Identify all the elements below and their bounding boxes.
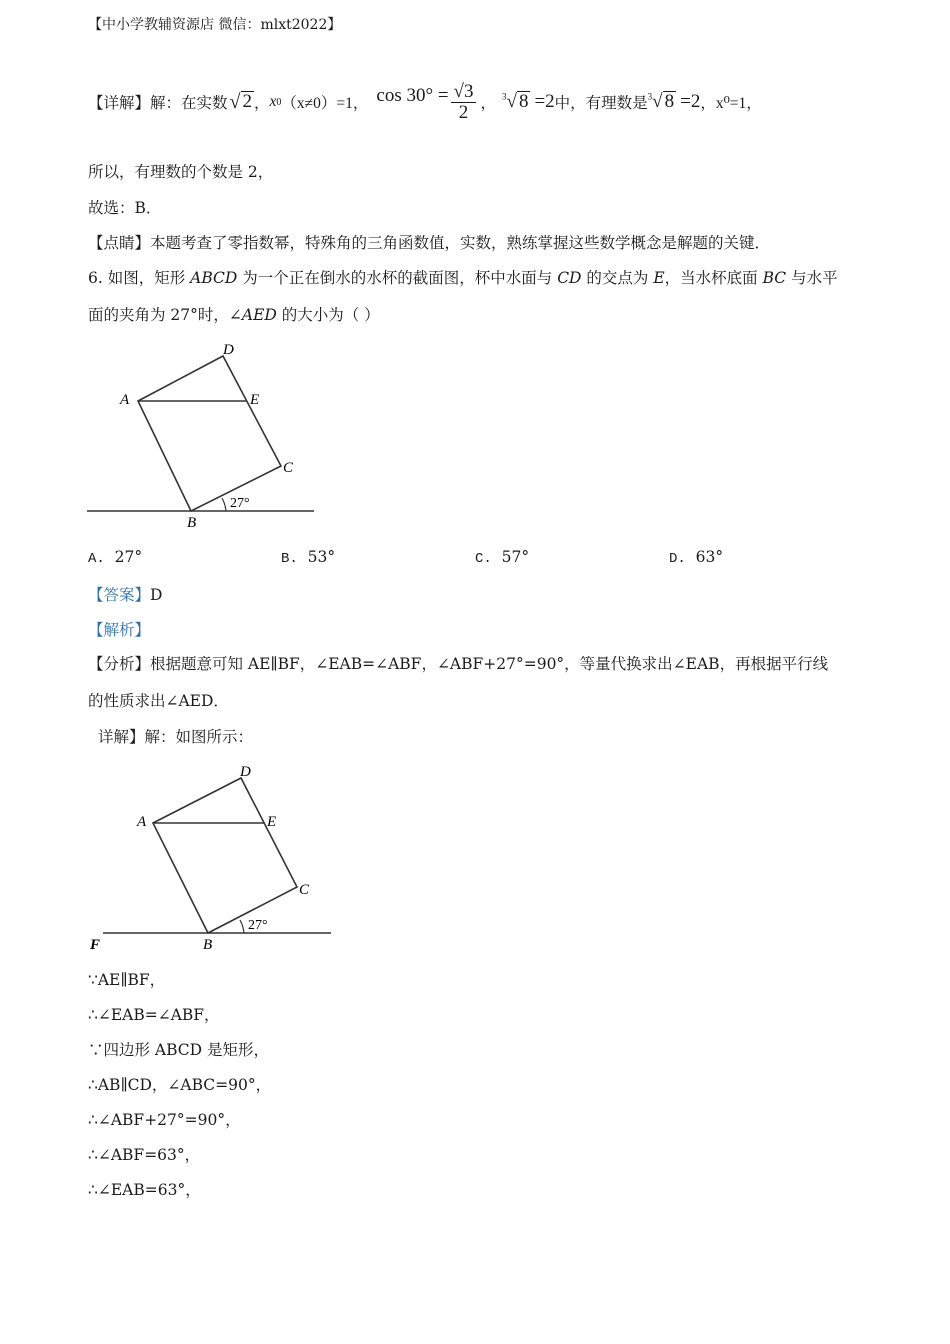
cbrt-2-eq: =2: [680, 91, 701, 112]
page-header: 【中小学教辅资源店 微信：mlxt2022】: [88, 17, 342, 33]
cbrt-1-value: 8: [518, 91, 529, 112]
x0-base: x: [269, 93, 277, 110]
q-e: E: [653, 269, 665, 287]
prev-detail-line: [88, 82, 762, 122]
fig1-angle-label: 27°: [230, 496, 250, 511]
question-line-2: [88, 303, 380, 325]
q-text-a: 6. 如图，矩形: [88, 269, 191, 287]
step-line: ∴∠EAB=63°，: [88, 1181, 201, 1199]
fig2-label-c: C: [299, 882, 310, 898]
step-line: ∴∠ABF=63°，: [88, 1146, 201, 1164]
fig1-angle-arc: [222, 498, 226, 511]
tail-text: ，x⁰=1，: [700, 95, 762, 112]
option-c-value: 57°: [501, 548, 530, 566]
q-text-d: ，当水杯底面: [664, 269, 763, 287]
fig2-rectangle: [153, 778, 297, 933]
q2-aed: AED: [241, 306, 277, 324]
cos-numerator: √3: [451, 82, 477, 103]
question-line-1: [88, 266, 838, 288]
figure-1-diagram: [80, 335, 330, 535]
option-b-value: 53°: [307, 548, 336, 566]
sqrt2-value: 2: [242, 91, 252, 113]
fig1-label-a: A: [120, 392, 130, 408]
step-line: ∵四边形 ABCD 是矩形，: [88, 1041, 270, 1059]
x0-cond: （x≠0）=1，: [281, 95, 369, 112]
figure-2-diagram: [85, 755, 340, 955]
step-line: ∴∠EAB=∠ABF，: [88, 1006, 220, 1024]
step-line: ∴AB∥CD，∠ABC=90°，: [88, 1076, 272, 1094]
option-a-label: A.: [88, 551, 105, 567]
option-d[interactable]: [669, 548, 723, 567]
analysis-tag: 【解析】: [88, 621, 151, 639]
option-b[interactable]: [281, 548, 335, 567]
middle-text: 中，有理数是: [554, 95, 648, 112]
cbrt-2: $^3$√ 8 =2: [647, 91, 701, 112]
q-text-b: 为一个正在倒水的水杯的截面图，杯中水面与: [237, 269, 558, 287]
step-line: ∴∠ABF+27°=90°，: [88, 1111, 241, 1129]
cbrt-2-index: 3: [647, 91, 653, 102]
option-d-value: 63°: [695, 548, 724, 566]
fig2-label-a: A: [137, 814, 147, 830]
fig1-label-c: C: [283, 460, 294, 476]
comma-2: ，: [480, 95, 496, 112]
fig2-label-d: D: [240, 764, 251, 780]
q-bc: BC: [762, 269, 787, 287]
prev-line-4: 【点睛】本题考查了零指数幂，特殊角的三角函数值，实数，熟练掌握这些数学概念是解题的关键．: [88, 234, 771, 252]
option-b-label: B.: [281, 551, 298, 567]
analysis-line-2: 的性质求出∠AED．: [88, 692, 229, 710]
prev-line-2: 所以，有理数的个数是 2，: [88, 163, 274, 181]
comma-1: ，: [254, 95, 270, 112]
fig1-label-b: B: [187, 515, 197, 531]
prev-line-3: 故选：B．: [88, 199, 162, 217]
cbrt-2-value: 8: [664, 91, 675, 112]
option-a-value: 27°: [114, 548, 143, 566]
fig2-label-b: B: [203, 937, 213, 953]
sqrt-symbol: √: [229, 90, 241, 113]
analysis-line-1: 【分析】根据题意可知 AE∥BF，∠EAB=∠ABF，∠ABF+27°=90°，等量代换求出∠EAB，再根据平行线: [88, 655, 829, 673]
fig1-rectangle: [138, 356, 281, 511]
cbrt-1-index: 3: [502, 91, 507, 102]
q-abcd: ABCD: [190, 269, 238, 287]
cos-left: cos 30° =: [376, 85, 449, 106]
fig2-label-e: E: [267, 814, 277, 830]
option-d-label: D.: [669, 551, 686, 567]
q2-text-b: 的大小为（ ）: [276, 306, 380, 324]
cbrt-1: $^3$√ 8 =2: [502, 91, 555, 112]
cos-fraction: [451, 82, 477, 123]
detail-intro: 详解】解：如图所示：: [98, 728, 254, 746]
fig1-label-e: E: [250, 392, 260, 408]
option-a[interactable]: [88, 548, 142, 567]
q2-text-a: 面的夹角为 27°时，∠: [88, 306, 242, 324]
fig1-label-d: D: [223, 342, 234, 358]
q-text-e: 与水平: [786, 269, 838, 287]
fig2-angle-arc: [240, 920, 244, 933]
answer-tag: 【答案】: [88, 586, 151, 604]
q-cd: CD: [557, 269, 582, 287]
fig2-angle-label: 27°: [248, 918, 268, 933]
step-line: ∵AE∥BF，: [88, 971, 166, 989]
option-c[interactable]: [475, 548, 529, 567]
cos-denominator: 2: [458, 101, 469, 123]
answer-value: D: [150, 586, 163, 604]
option-c-label: C.: [475, 551, 492, 567]
fig2-label-f: F: [90, 937, 101, 953]
q-text-c: 的交点为: [581, 269, 654, 287]
x0-sup: 0: [276, 96, 282, 108]
detail-prefix: 【详解】解：在实数: [88, 95, 228, 112]
answer-line: [88, 583, 162, 605]
cbrt-1-eq: =2: [534, 91, 555, 112]
